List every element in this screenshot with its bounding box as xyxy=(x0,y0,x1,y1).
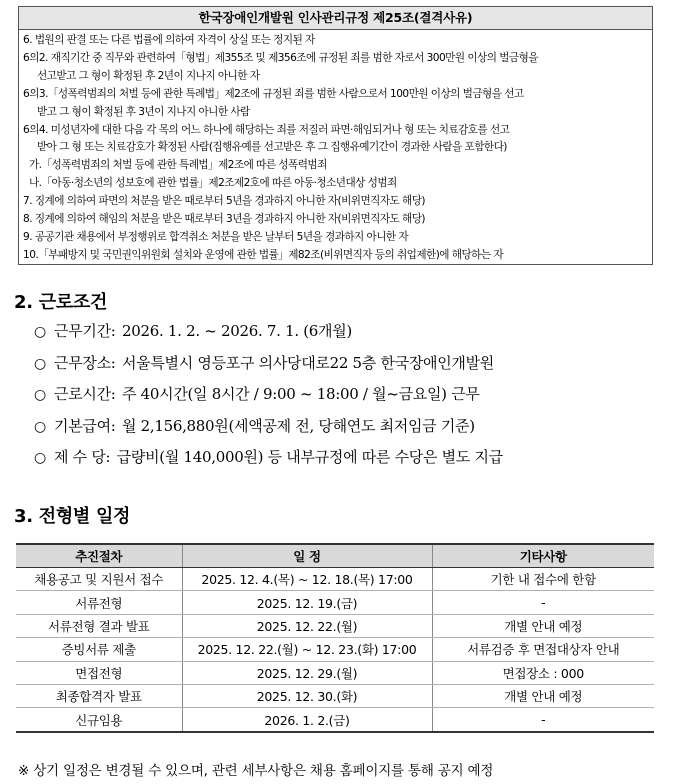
condition-label: 근무기간: xyxy=(54,322,116,340)
condition-item xyxy=(34,444,503,476)
condition-label: 근로시간: xyxy=(54,385,116,403)
table-row xyxy=(16,638,654,661)
work-conditions-list xyxy=(34,318,503,476)
schedule-procedure-cell: 서류전형 xyxy=(16,591,182,614)
condition-value: 월 2,156,880원(세액공제 전, 당해연도 최저임금 기준) xyxy=(121,416,475,435)
table-row xyxy=(16,708,654,732)
condition-label: 근무장소: xyxy=(54,353,116,372)
section-title-work-conditions: 2. 근로조건 xyxy=(14,292,108,313)
schedule-remarks-cell: - xyxy=(432,708,654,732)
condition-item xyxy=(34,350,503,382)
regulation-box xyxy=(18,6,653,265)
regulation-line: 6의2. 재직기간 중 직무와 관련하여「형법」제355조 및 제356조에 규정된 죄를 범한 자로서 300만원 이상의 벌금형을 xyxy=(23,51,538,64)
schedule-procedure-cell: 면접전형 xyxy=(16,661,182,684)
schedule-remarks-cell: 개별 안내 예정 xyxy=(432,614,654,637)
regulation-line: 가.「성폭력범죄의 처벌 등에 관한 특례법」제2조에 따른 성폭력범죄 xyxy=(29,159,327,172)
schedule-date-cell: 2025. 12. 30.(화) xyxy=(182,684,432,707)
schedule-header-row xyxy=(16,544,654,568)
section-title-schedule: 3. 전형별 일정 xyxy=(14,506,131,527)
regulation-line: 받아 그 형 또는 치료감호가 확정된 사람(집행유예를 선고받은 후 그 집행유예기간이 경과한 사람을 포함한다) xyxy=(37,141,507,154)
schedule-procedure-cell: 최종합격자 발표 xyxy=(16,684,182,707)
schedule-procedure-cell: 신규임용 xyxy=(16,708,182,732)
table-row xyxy=(16,661,654,684)
circle-bullet-icon: ○ xyxy=(34,387,46,403)
regulation-line: 8. 징계에 의하여 해임의 처분을 받은 때로부터 3년을 경과하지 아니한 자(비위면직자도 해당) xyxy=(23,213,425,226)
condition-label: 기본급여: xyxy=(54,416,116,435)
schedule-date-cell: 2025. 12. 22.(월) xyxy=(182,614,432,637)
schedule-date-cell: 2025. 12. 4.(목) ~ 12. 18.(목) 17:00 xyxy=(182,568,432,591)
condition-item xyxy=(34,318,503,350)
regulation-line: 7. 징계에 의하여 파면의 처분을 받은 때로부터 5년을 경과하지 아니한 자(비위면직자도 해당) xyxy=(23,195,425,208)
regulation-line: 9. 공공기관 채용에서 부정행위로 합격취소 처분을 받은 날부터 5년을 경과하지 아니한 자 xyxy=(23,230,409,243)
regulation-line: 받고 그 형이 확정된 후 3년이 지나지 아니한 사람 xyxy=(37,105,250,118)
condition-item xyxy=(34,381,503,413)
schedule-remarks-cell: 서류검증 후 면접대상자 안내 xyxy=(432,638,654,661)
schedule-date-cell: 2025. 12. 19.(금) xyxy=(182,591,432,614)
schedule-procedure-cell: 채용공고 및 지원서 접수 xyxy=(16,568,182,591)
condition-value: 주 40시간(일 8시간 / 9:00 ~ 18:00 / 월~금요일) 근무 xyxy=(121,385,480,403)
header-remarks: 기타사항 xyxy=(432,544,654,568)
condition-value: 서울특별시 영등포구 의사당대로22 5층 한국장애인개발원 xyxy=(121,353,494,372)
header-procedure: 추진절차 xyxy=(16,544,182,568)
regulation-line: 6. 법원의 판결 또는 다른 법률에 의하여 자격이 상실 또는 정지된 자 xyxy=(23,34,315,46)
circle-bullet-icon: ○ xyxy=(34,324,46,340)
schedule-remarks-cell: 기한 내 접수에 한함 xyxy=(432,568,654,591)
schedule-remarks-cell: - xyxy=(432,591,654,614)
condition-label: 제 수 당: xyxy=(54,448,111,466)
schedule-procedure-cell: 증빙서류 제출 xyxy=(16,638,182,661)
schedule-table xyxy=(16,543,654,733)
regulation-line: 10.「부패방지 및 국민권익위원회 설치와 운영에 관한 법률」제82조(비위면직자 등의 취업제한)에 해당하는 자 xyxy=(23,248,504,261)
header-schedule: 일 정 xyxy=(182,544,432,568)
regulation-title: 한국장애인개발원 인사관리규정 제25조(결격사유) xyxy=(19,7,652,30)
regulation-line: 6의3.「성폭력범죄의 처벌 등에 관한 특례법」제2조에 규정된 죄를 범한 사람으로서 100만원 이상의 벌금형을 선고 xyxy=(23,87,524,100)
regulation-line: 선고받고 그 형이 확정된 후 2년이 지나지 아니한 자 xyxy=(37,69,260,82)
table-row xyxy=(16,591,654,614)
schedule-procedure-cell: 서류전형 결과 발표 xyxy=(16,614,182,637)
condition-item xyxy=(34,413,503,445)
circle-bullet-icon: ○ xyxy=(34,418,46,435)
regulation-lines xyxy=(19,30,652,265)
condition-value: 2026. 1. 2. ~ 2026. 7. 1. (6개월) xyxy=(121,322,352,340)
schedule-date-cell: 2025. 12. 29.(월) xyxy=(182,661,432,684)
schedule-date-cell: 2025. 12. 22.(월) ~ 12. 23.(화) 17:00 xyxy=(182,638,432,661)
regulation-line: 6의4. 미성년자에 대한 다음 각 목의 어느 하나에 해당하는 죄를 저질러 파면·해임되거나 형 또는 치료감호를 선고 xyxy=(23,123,510,136)
table-row xyxy=(16,568,654,591)
regulation-line: 나.「아동·청소년의 성보호에 관한 법률」제2조제2호에 따른 아동·청소년대상 성범죄 xyxy=(29,177,397,190)
table-row xyxy=(16,684,654,707)
schedule-date-cell: 2026. 1. 2.(금) xyxy=(182,708,432,732)
condition-value: 급량비(월 140,000원) 등 내부규정에 따른 수당은 별도 지급 xyxy=(116,448,503,466)
schedule-note: ※ 상기 일정은 변경될 수 있으며, 관련 세부사항은 채용 홈페이지를 통해 공지 예정 xyxy=(18,763,494,779)
circle-bullet-icon: ○ xyxy=(34,450,46,466)
schedule-remarks-cell: 면접장소 : 000 xyxy=(432,661,654,684)
schedule-remarks-cell: 개별 안내 예정 xyxy=(432,684,654,707)
circle-bullet-icon: ○ xyxy=(34,355,46,372)
table-row xyxy=(16,614,654,637)
